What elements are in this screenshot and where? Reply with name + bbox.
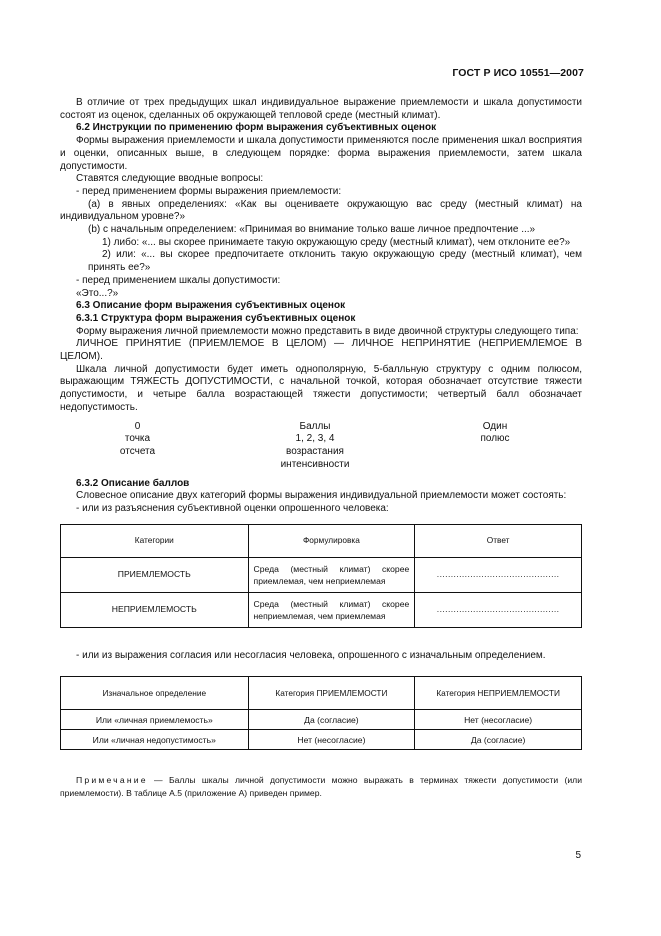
answer-blank[interactable]: ............................................ <box>415 592 582 627</box>
table-cell: Да (согласие) <box>248 710 415 730</box>
note-text: — Баллы шкалы личной допустимости можно выражать в терминах тяжести допустимости (или приемлемости). В таблице А.5 (приложение А) приведен пример. <box>60 775 582 799</box>
table-header-row <box>61 677 582 710</box>
paragraph-order: Формы выражения приемлемости и шкала допустимости применяются после применения шкал восприятия и оценки, описанных выше, в следующем порядке: форма выражения приемлемости, затем шкала допустимости. <box>60 135 582 172</box>
table-row <box>61 592 582 627</box>
scale-text: Баллы <box>299 420 331 432</box>
table-row <box>61 730 582 750</box>
table-cell: Или «личная приемлемость» <box>61 710 249 730</box>
paragraph-binary-formula: ЛИЧНОЕ ПРИНЯТИЕ (ПРИЕМЛЕМОЕ В ЦЕЛОМ) — ЛИЧНОЕ НЕПРИНЯТИЕ (НЕПРИЕМЛЕМОЕ В ЦЕЛОМ). <box>60 338 582 363</box>
scale-text: возрастания <box>286 445 344 457</box>
table-header-cell: Изначальное определение <box>61 677 249 710</box>
paragraph-binary-structure: Форму выражения личной приемлемости можно представить в виде двоичной структуры следующего типа: <box>76 325 579 337</box>
note-label: Примечание <box>76 775 148 786</box>
wording-cell: Среда (местный климат) скорее неприемлемая, чем приемлемая <box>248 592 415 627</box>
scale-text: полюс <box>480 433 510 445</box>
scale-diagram <box>60 421 582 476</box>
scale-points <box>260 421 370 472</box>
list-item-agreement: - или из выражения согласия или несогласия человека, опрошенного с изначальным определением. <box>76 649 546 661</box>
categories-table <box>60 524 582 628</box>
table-row <box>61 710 582 730</box>
table-header-cell: Ответ <box>415 524 582 557</box>
category-cell: НЕПРИЕМЛЕМОСТЬ <box>61 592 249 627</box>
list-item-option-1: 1) либо: «... вы скорее принимаете такую окружающую среду (местный климат), чем отклоните ее?» <box>102 236 571 248</box>
list-item-tolerance: - перед применением шкалы допустимости: <box>76 274 281 286</box>
note <box>60 774 582 800</box>
table-cell: Или «личная недопустимость» <box>61 730 249 750</box>
list-item-option-2: 2) или: «... вы скорее предпочитаете отклонить такую окружающую среду (местный климат), чем принять ее?» <box>88 249 582 274</box>
scale-text: Один <box>482 420 508 432</box>
tolerance-question: «Это...?» <box>76 287 119 299</box>
list-item-initial: (b) с начальным определением: «Принимая во внимание только ваше личное предпочтение ...» <box>88 224 536 236</box>
scale-origin <box>100 421 175 459</box>
table-header-cell: Формулировка <box>248 524 415 557</box>
document-code-header: ГОСТ Р ИСО 10551—2007 <box>452 67 584 79</box>
category-cell: ПРИЕМЛЕМОСТЬ <box>61 557 249 592</box>
paragraph-questions-intro: Ставятся следующие вводные вопросы: <box>76 173 264 185</box>
table-cell: Нет (несогласие) <box>248 730 415 750</box>
page-number: 5 <box>575 850 581 861</box>
table-header-cell: Категории <box>61 524 249 557</box>
scale-text: интенсивности <box>280 458 350 470</box>
list-item-explanation: - или из разъяснения субъективной оценки опрошенного человека: <box>76 502 389 514</box>
scale-text: отсчета <box>119 445 156 457</box>
section-heading-6-2: 6.2 Инструкции по применению форм выражения субъективных оценок <box>76 122 437 134</box>
table-header-cell: Категория ПРИЕМЛЕМОСТИ <box>248 677 415 710</box>
list-item-explicit: (a) в явных определениях: «Как вы оцениваете окружающую вас среду (местный климат) на индивидуальном уровне?» <box>60 198 582 223</box>
table-row <box>61 557 582 592</box>
agreement-table <box>60 676 582 750</box>
paragraph-verbal-description: Словесное описание двух категорий формы выражения индивидуальной приемлемости может состоять: <box>76 490 567 502</box>
document-body <box>60 97 582 800</box>
paragraph-intro: В отличие от трех предыдущих шкал индивидуальное выражение приемлемости и шкала допустимости состоят из оценок, сделанных об окружающей тепловой среде (местный климат). <box>60 97 582 121</box>
scale-text: точка <box>124 433 151 445</box>
scale-text: 0 <box>134 420 141 432</box>
section-heading-6-3: 6.3 Описание форм выражения субъективных оценок <box>76 300 346 312</box>
scale-pole <box>455 421 535 446</box>
scale-text: 1, 2, 3, 4 <box>295 433 335 445</box>
table-header-row <box>61 524 582 557</box>
table-header-cell: Категория НЕПРИЕМЛЕМОСТИ <box>415 677 582 710</box>
paragraph-tolerance-scale: Шкала личной допустимости будет иметь однополярную, 5-балльную структуру с одним полюсом, выражающим ТЯЖЕСТЬ ДОПУСТИМОСТИ, с начальной точкой, которая обозначает отсутствие тяжести допустимости, и четыре балла возрастающей тяжести допустимости; четвертый балл обозначает недопустимость. <box>60 363 582 413</box>
list-item-acceptability: - перед применением формы выражения приемлемости: <box>76 185 342 197</box>
wording-cell: Среда (местный климат) скорее приемлемая, чем неприемлемая <box>248 557 415 592</box>
section-heading-6-3-2: 6.3.2 Описание баллов <box>76 477 190 489</box>
table-cell: Нет (несогласие) <box>415 710 582 730</box>
answer-blank[interactable]: ............................................ <box>415 557 582 592</box>
section-heading-6-3-1: 6.3.1 Структура форм выражения субъективных оценок <box>76 312 356 324</box>
table-cell: Да (согласие) <box>415 730 582 750</box>
